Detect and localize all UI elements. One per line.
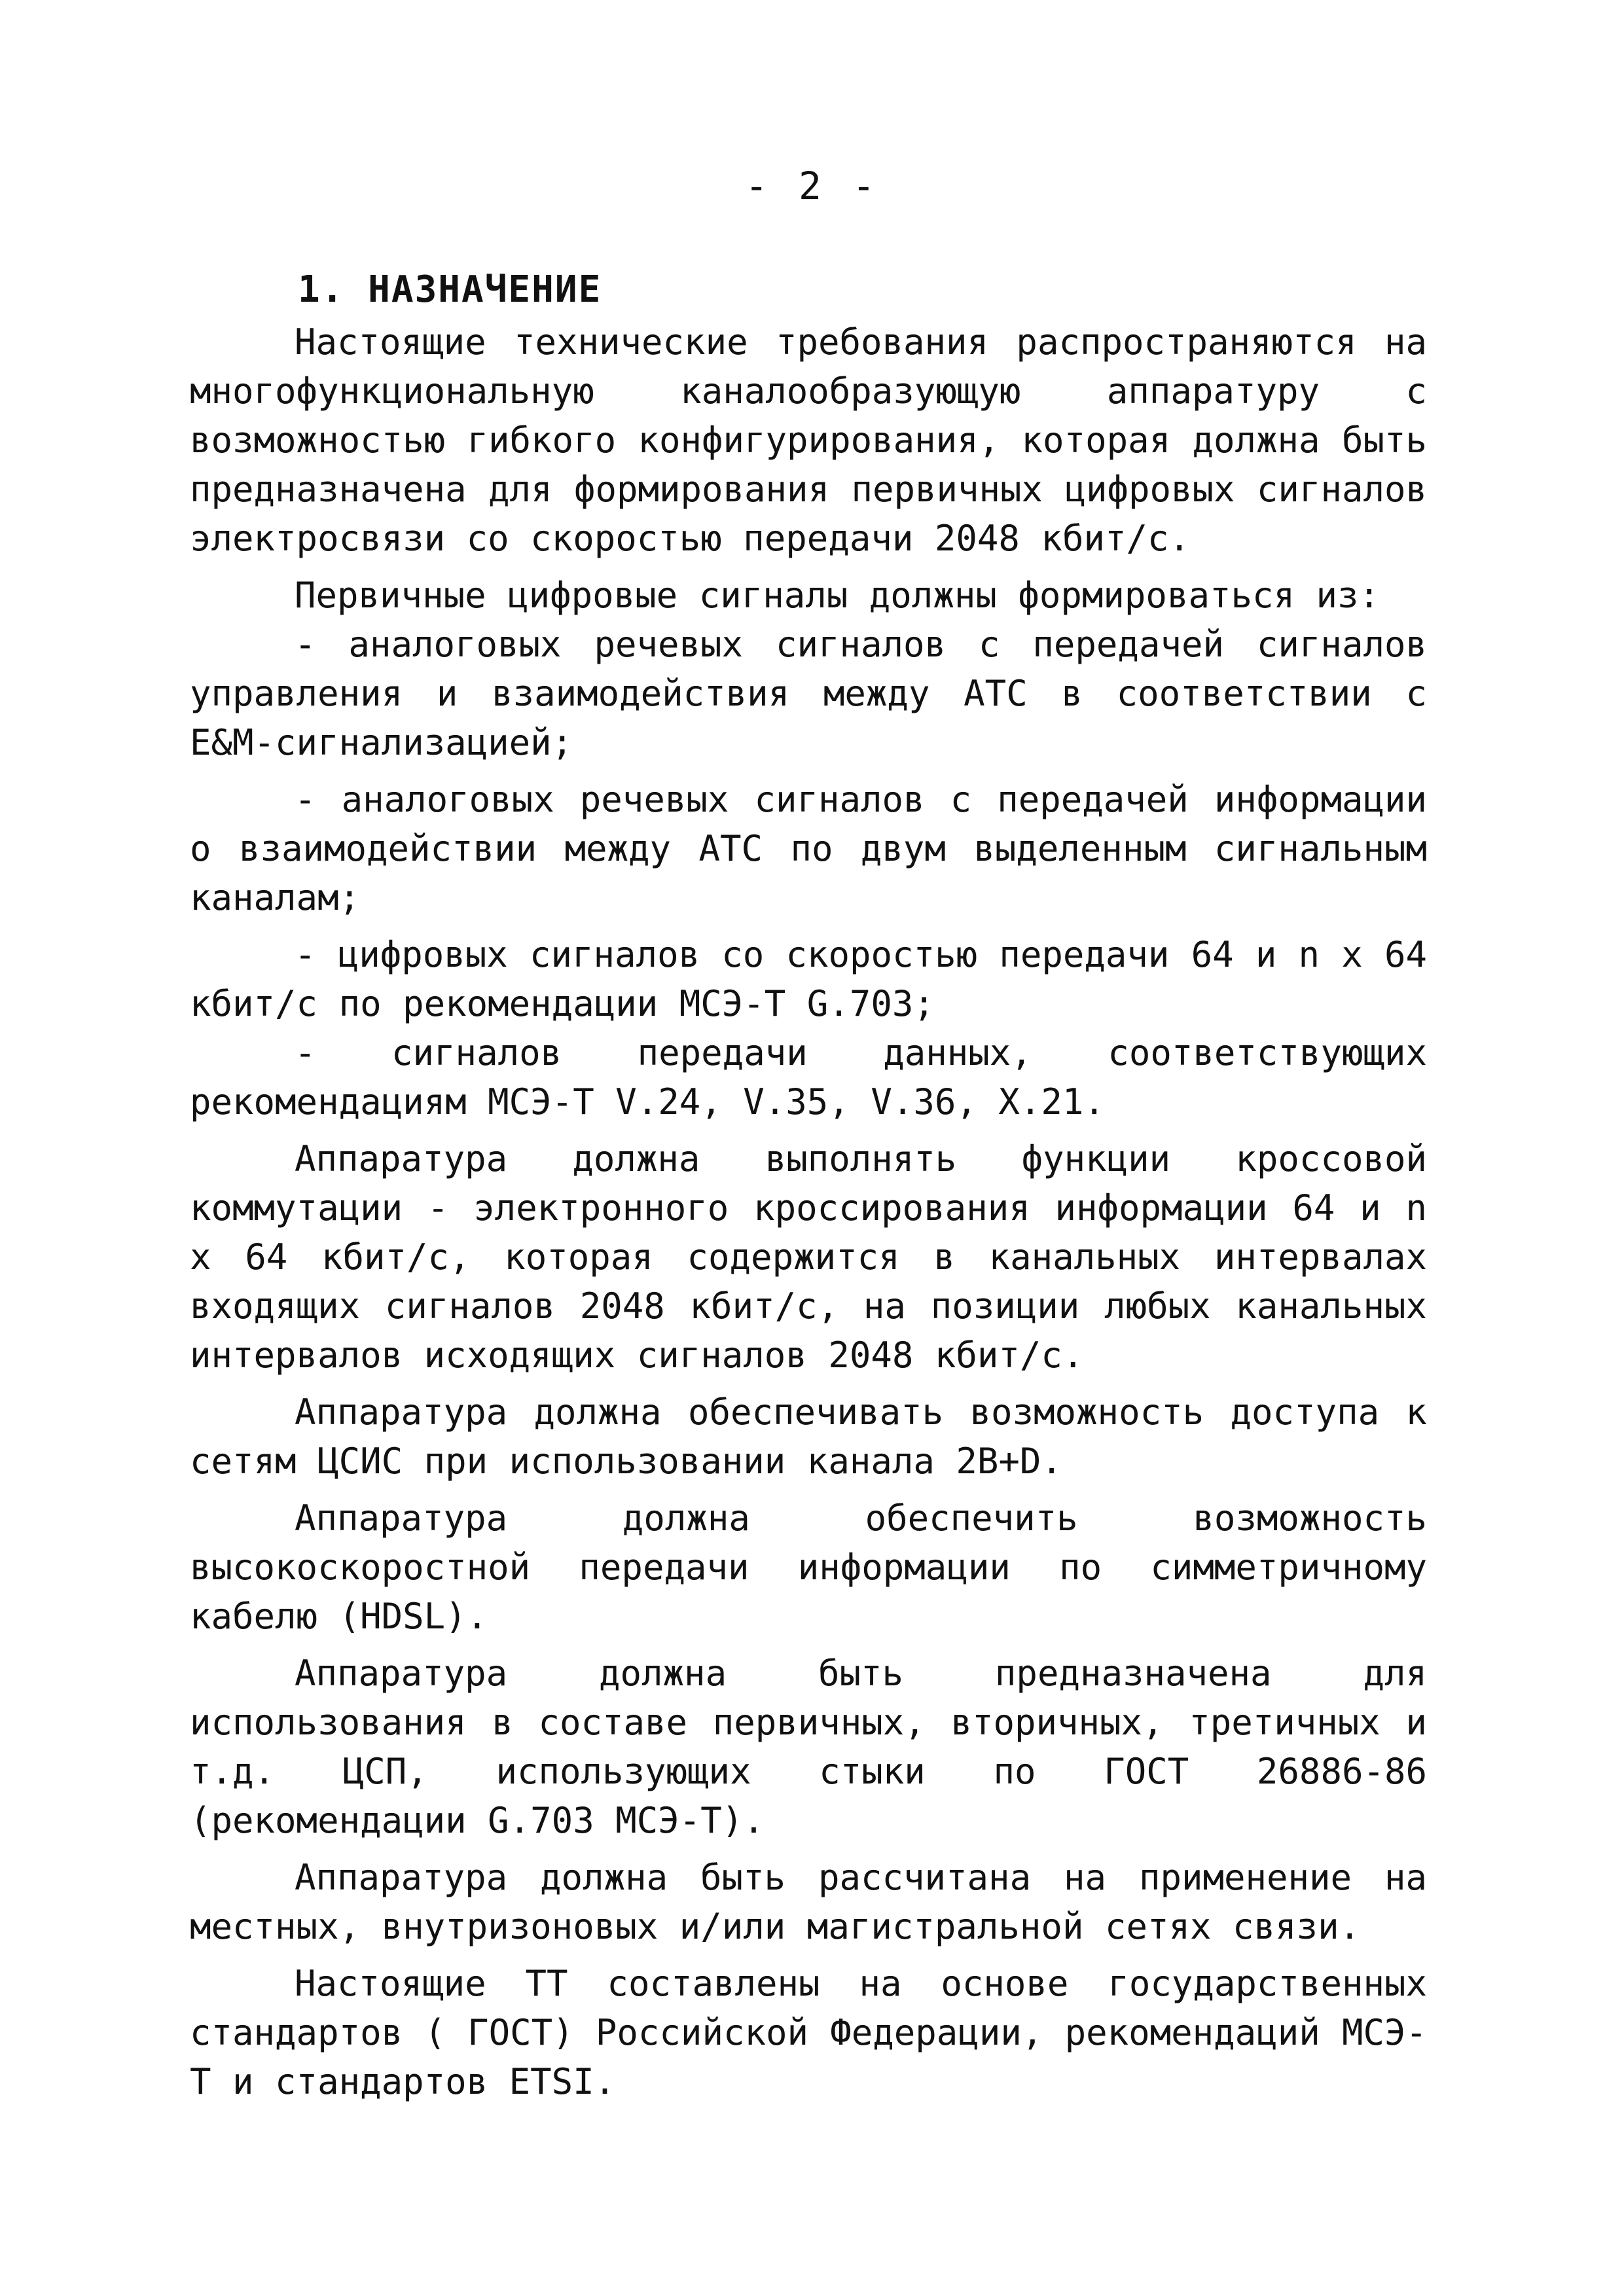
paragraph-standards: Настоящие ТТ составлены на основе государственных стандартов ( ГОСТ) Российской Федерации, рекомендаций МСЭ-Т и стандартов ETSI. bbox=[190, 1963, 1427, 2102]
paragraph-networks: Аппаратура должна быть рассчитана на применение на местных, внутризоновых и/или магистральной сетях связи. bbox=[190, 1857, 1427, 1947]
paragraph-purpose: Настоящие технические требования распространяются на многофункциональную каналообразующую аппаратуру с возможностью гибкого конфигурирования, которая должна быть предназначена для формирования первичных цифровых сигналов электросвязи со скоростью передачи 2048 кбит/с. bbox=[190, 321, 1427, 559]
paragraph-signals-intro: Первичные цифровые сигналы должны формироваться из: bbox=[295, 575, 1380, 616]
paragraph-composition: Аппаратура должна быть предназначена для использования в составе первичных, вторичных, третичных и т.д. ЦСП, использующих стыки по ГОСТ 26886-86 (рекомендации G.703 МСЭ-Т). bbox=[190, 1653, 1427, 1841]
paragraph-hdsl: Аппаратура должна обеспечить возможность высокоскоростной передачи информации по симметричному кабелю (HDSL). bbox=[190, 1498, 1427, 1637]
page-number: - 2 - bbox=[745, 164, 879, 208]
body-text bbox=[190, 317, 1427, 2106]
list-item: - аналоговых речевых сигналов с передачей информации о взаимодействии между АТС по двум выделенным сигнальным каналам; bbox=[190, 779, 1427, 918]
list-item: - аналоговых речевых сигналов с передачей сигналов управления и взаимодействия между АТС в соответствии с E&M-сигнализацией; bbox=[190, 624, 1427, 763]
section-heading: 1. НАЗНАЧЕНИЕ bbox=[298, 268, 602, 311]
paragraph-cross-switching: Аппаратура должна выполнять функции кроссовой коммутации - электронного кроссирования информации 64 и n x 64 кбит/с, которая содержится в канальных интервалах входящих сигналов 2048 кбит/с, на позиции любых канальных интервалов исходящих сигналов 2048 кбит/с. bbox=[190, 1138, 1427, 1376]
list-item: - сигналов передачи данных, соответствующих рекомендациям МСЭ-Т V.24, V.35, V.36, X.21. bbox=[190, 1032, 1427, 1122]
list-item: - цифровых сигналов со скоростью передачи 64 и n x 64 кбит/с по рекомендации МСЭ-Т G.703; bbox=[190, 934, 1427, 1024]
paragraph-isdn-access: Аппаратура должна обеспечивать возможность доступа к сетям ЦСИС при использовании канала 2B+D. bbox=[190, 1391, 1427, 1482]
